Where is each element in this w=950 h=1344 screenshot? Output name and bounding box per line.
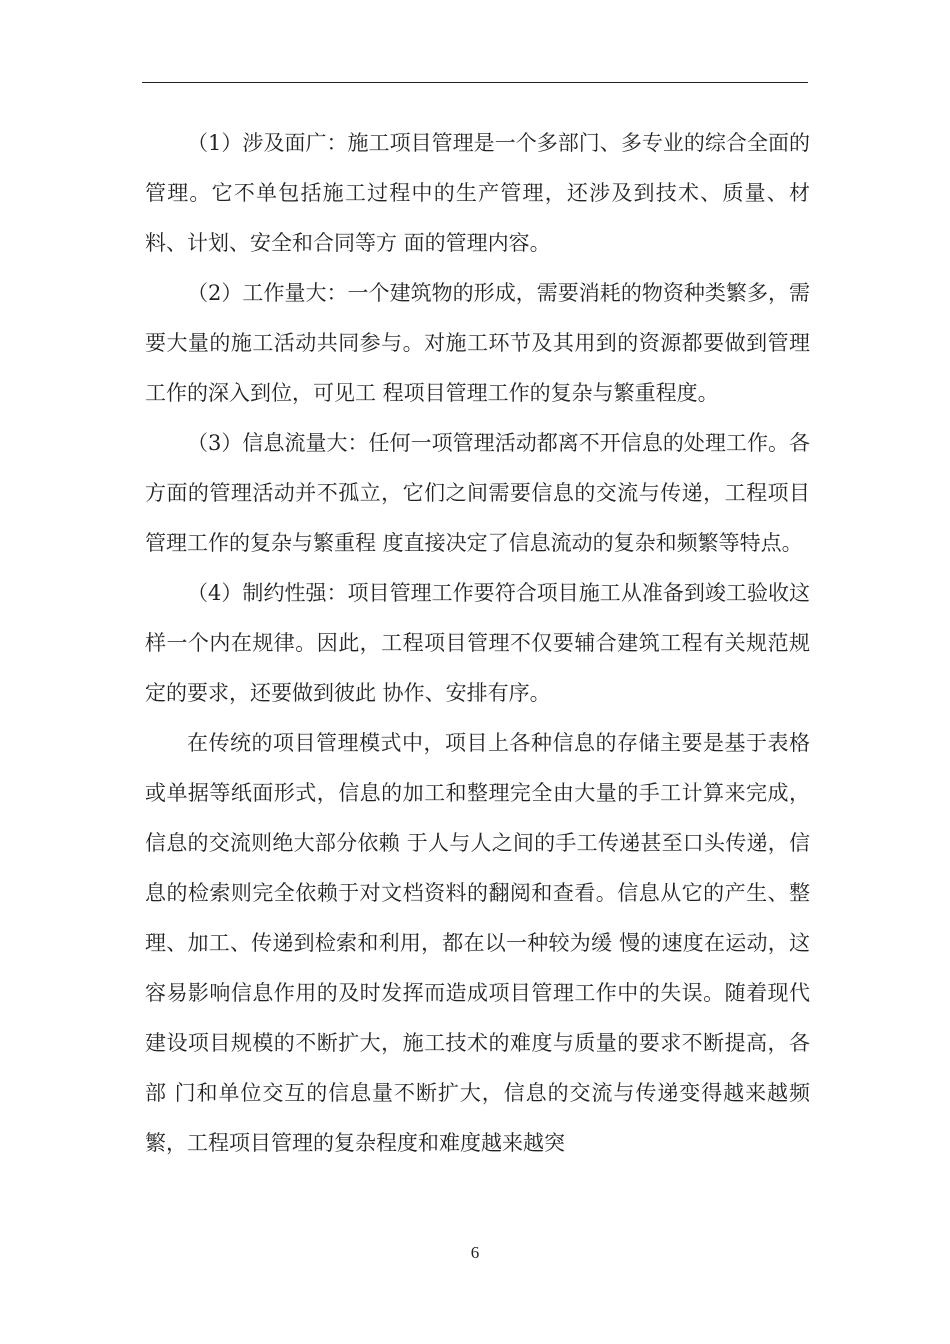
page-number: 6 [470,1243,480,1262]
paragraph-item-4: （4）制约性强：项目管理工作要符合项目施工从准备到竣工验收这样一个内在规律。因此，工程项目管理不仅要辅合建筑工程有关规范规定的要求，还要做到彼此 协作、安排有序。 [145,581,810,705]
paragraph-item-1: （1）涉及面广：施工项目管理是一个多部门、多专业的综合全面的管理。它不单包括施工过程中的生产管理，还涉及到技术、质量、材料、计划、安全和合同等方 面的管理内容。 [145,131,810,255]
paragraph-item-3: （3）信息流量大：任何一项管理活动都离不开信息的处理工作。各方面的管理活动并不孤立，它们之间需要信息的交流与传递，工程项目管理工作的复杂与繁重程 度直接决定了信息流动的复杂和频繁等特点。 [145,431,810,555]
paragraph-traditional-mode: 在传统的项目管理模式中，项目上各种信息的存储主要是基于表格或单据等纸面形式，信息的加工和整理完全由大量的手工计算来完成，信息的交流则绝大部分依赖 于人与人之间的手工传递甚至口头传递，信息的检索则完全依赖于对文档资料的翻阅和查看。信息从它的产生、整理、加工、传递到检索和利用，都在以一种较为缓 慢的速度在运动，这容易影响信息作用的及时发挥而造成项目管理工作中的失误。随着现代建设项目规模的不断扩大，施工技术的难度与质量的要求不断提高，各部 门和单位交互的信息量不断扩大，信息的交流与传递变得越来越频繁，工程项目管理的复杂程度和难度越来越突 [145,731,810,1155]
header-rule [142,82,808,83]
paragraph-item-2: （2）工作量大：一个建筑物的形成，需要消耗的物资种类繁多，需要大量的施工活动共同参与。对施工环节及其用到的资源都要做到管理工作的深入到位，可见工 程项目管理工作的复杂与繁重程度。 [145,281,810,405]
body-text [145,118,810,1168]
